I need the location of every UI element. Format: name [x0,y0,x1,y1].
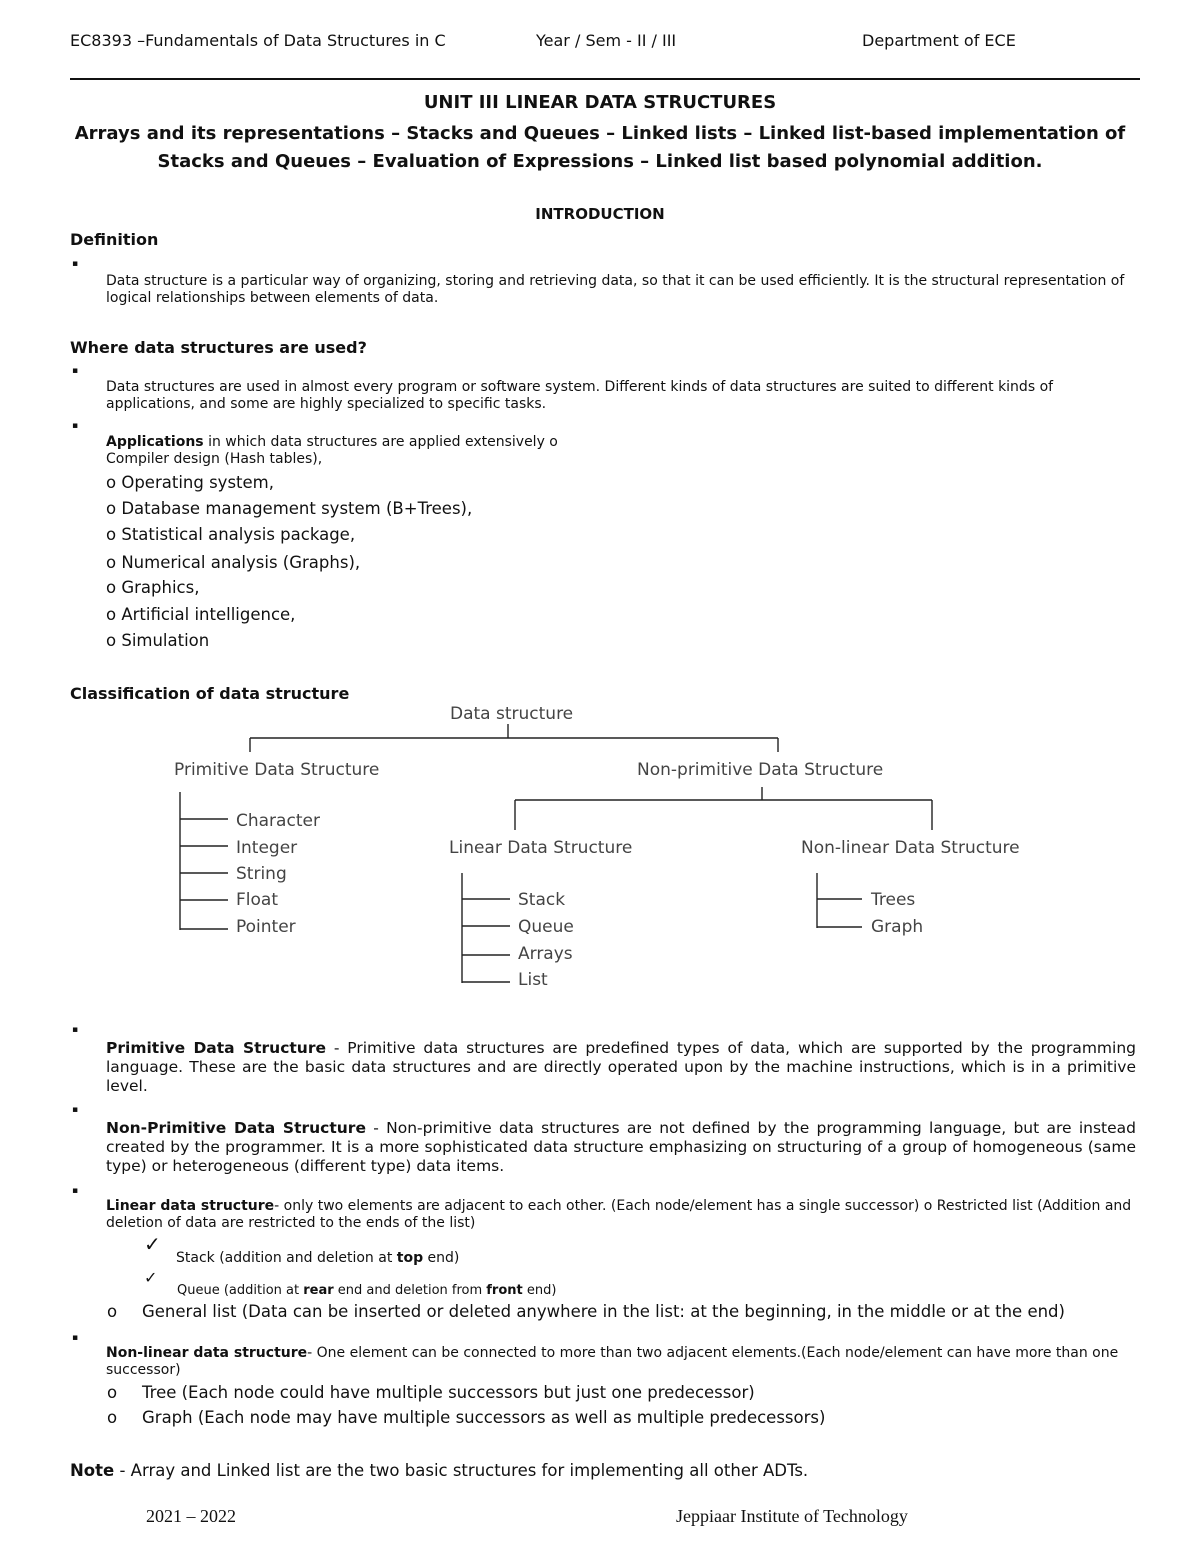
queue-text: Queue (addition at [177,1283,304,1298]
primitive-description [106,1039,1136,1096]
where-used-heading: Where data structures are used? [70,338,367,357]
tree-non-primitive: Non-primitive Data Structure [637,760,884,780]
linear-term: Linear data structure [106,1198,275,1214]
stack-item [176,1250,459,1266]
queue-text-mid: end and deletion from [333,1283,487,1298]
queue-item [177,1283,556,1298]
footer-institute: Jeppiaar Institute of Technology [676,1506,908,1526]
tree-non-linear-item: Graph [871,917,924,937]
tree-linear-item: Queue [518,917,574,937]
tree-primitive-item: Pointer [236,917,296,937]
classification-heading: Classification of data structure [70,684,350,703]
definition-heading: Definition [70,230,159,249]
application-item: o Graphics, [106,578,200,597]
note-text: - Array and Linked list are the two basic structures for implementing all other ADTs. [114,1461,809,1480]
application-item: o Statistical analysis package, [106,525,356,544]
bullet: ▪ [72,1333,79,1343]
non-primitive-text: - Non-primitive data structures are not defined by the programming language, but are instead created by the programmer. It is a more sophisticated data structure emphasizing on structuring of a group of homogeneous (same type) or heterogeneous (different type) data items. [106,1119,1136,1175]
application-item: o Numerical analysis (Graphs), [106,553,361,572]
note [70,1461,808,1480]
bullet: ▪ [72,1025,79,1035]
introduction-heading: INTRODUCTION [535,205,665,223]
topics-line-1: Arrays and its representations – Stacks and Queues – Linked lists – Linked list-based implementation of [74,123,1126,144]
bullet: ▪ [72,421,79,431]
linear-description [106,1198,1136,1232]
unit-title: UNIT III LINEAR DATA STRUCTURES [423,92,777,113]
general-list-text: General list (Data can be inserted or deleted anywhere in the list: at the beginning, in the middle or at the end) [142,1302,1065,1321]
primitive-term: Primitive Data Structure [106,1039,326,1057]
tree-primitive-item: Integer [236,838,298,858]
non-linear-description [106,1345,1136,1379]
tree-linear: Linear Data Structure [449,838,633,858]
non-linear-term: Non-linear data structure [106,1345,308,1361]
list-marker: o [107,1383,118,1402]
stack-text: Stack (addition and deletion at [176,1250,397,1266]
list-marker: o [107,1302,118,1321]
where-used-text: Data structures are used in almost every program or software system. Different kinds of data structures are suited to different kinds of applications, and some are highly specialized to specific tasks. [106,379,1054,412]
header-course: EC8393 –Fundamentals of Data Structures in C [70,31,446,50]
stack-bold: top [396,1250,424,1266]
queue-bold-front: front [486,1283,523,1298]
queue-bold-rear: rear [303,1283,334,1298]
bullet: ▪ [72,366,79,376]
stack-text-end: end) [423,1250,460,1266]
application-item: o Database management system (B+Trees), [106,499,473,518]
tree-primitive-item: String [236,864,287,884]
bullet: ▪ [72,1186,79,1196]
applications-label: Applications [106,434,204,450]
list-marker: o [107,1408,118,1427]
tree-primitive-item: Character [236,811,320,831]
check-icon: ✓ [144,1268,158,1287]
applications-line-2: Compiler design (Hash tables), [106,451,323,467]
linear-text: - only two elements are adjacent to each other. (Each node/element has a single successor) o Restricted list (Addition and deletion of data are restricted to the ends of the list) [106,1198,1132,1231]
check-icon: ✓ [144,1232,161,1256]
tree-non-linear-item: Trees [871,890,916,910]
bullet: ▪ [72,259,79,269]
tree-linear-item: Stack [518,890,566,910]
tree-linear-item: List [518,970,548,990]
tree-primitive-item: Float [236,890,278,910]
primitive-text: - Primitive data structures are predefined types of data, which are supported by the programming language. These are the basic data structures and are directly operated upon by the machine instructions, which is in a primitive level. [106,1039,1136,1095]
queue-text-end: end) [522,1283,557,1298]
tree-text: Tree (Each node could have multiple successors but just one predecessor) [142,1383,755,1402]
header-department: Department of ECE [862,31,1016,50]
non-primitive-description [106,1119,1136,1176]
tree-non-linear: Non-linear Data Structure [801,838,1020,858]
applications-rest: in which data structures are applied extensively o [203,434,558,450]
footer-year: 2021 – 2022 [146,1506,236,1526]
tree-primitive: Primitive Data Structure [174,760,380,780]
tree-linear-item: Arrays [518,944,573,964]
tree-root: Data structure [450,704,574,724]
header-year-sem: Year / Sem - II / III [536,31,677,50]
application-item: o Artificial intelligence, [106,605,296,624]
bullet: ▪ [72,1105,79,1115]
note-label: Note [70,1461,115,1480]
graph-text: Graph (Each node may have multiple successors as well as multiple predecessors) [142,1408,826,1427]
application-item: o Operating system, [106,473,274,492]
non-primitive-term: Non-Primitive Data Structure [106,1119,366,1137]
topics-line-2: Stacks and Queues – Evaluation of Expressions – Linked list based polynomial addition. [157,151,1043,172]
definition-text: Data structure is a particular way of organizing, storing and retrieving data, so that it can be used efficiently. It is the structural representation of logical relationships between elements of data. [106,273,1125,306]
non-linear-text: - One element can be connected to more than two adjacent elements.(Each node/element can have more than one successor) [106,1345,1119,1378]
application-item: o Simulation [106,631,210,650]
